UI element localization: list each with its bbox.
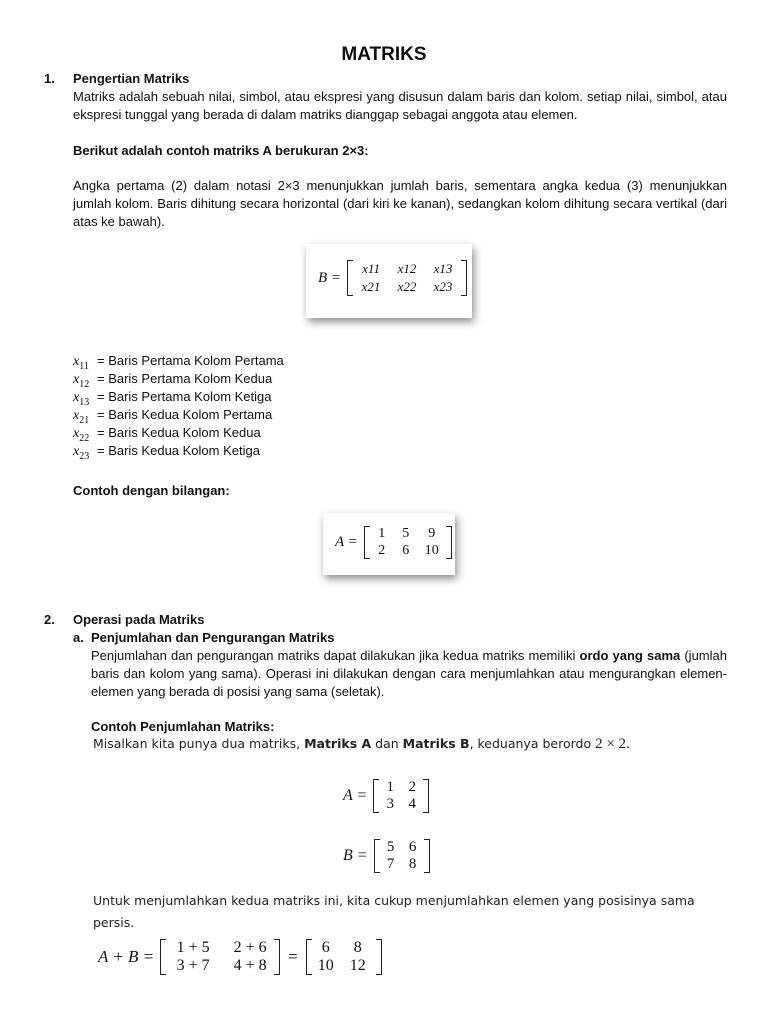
matrix-a-cell: 1 xyxy=(378,526,386,541)
definition-line: $x_{23}$ = Baris Kedua Kolom Ketiga xyxy=(73,443,260,462)
result-matrix xyxy=(306,939,382,975)
matrix-b-cell: x21 xyxy=(361,279,381,294)
section2-heading: Operasi pada Matriks xyxy=(73,612,205,627)
sum-explanation-line2: persis. xyxy=(93,915,135,930)
matrix-b2-cell: 6 xyxy=(408,839,417,855)
sum-explanation-line1: Untuk menjumlahkan kedua matriks ini, kita cukup menjumlahkan elemen yang posisinya sama xyxy=(93,893,695,908)
sum-expression-matrix xyxy=(160,939,280,975)
definition-line: $x_{22}$ = Baris Kedua Kolom Kedua xyxy=(73,425,261,444)
order-explanation: Angka pertama (2) dalam notasi 2×3 menunjukkan jumlah baris, sementara angka kedua (3) menunjukkan jumlah kolom. Baris dihitung secara horizontal (dari kiri ke kanan), sedangkan kolom dihitung secara vertikal (dari atas ke bawah). xyxy=(73,178,727,229)
matrix-a-figure xyxy=(323,513,455,575)
matrix-a2-cell: 2 xyxy=(408,779,417,795)
subsection-a-letter: a. xyxy=(73,630,84,645)
matrix-b-cell: x23 xyxy=(433,279,453,294)
page-title: MATRIKS xyxy=(341,44,427,65)
addition-paragraph: Penjumlahan dan pengurangan matriks dapat dilakukan jika kedua matriks memiliki ordo yang sama (jumlah baris dan kolom yang sama). Operasi ini dilakukan dengan cara menjumlahkan atau mengurangkan elemen-elemen yang berada di posisi yang sama (seletak). xyxy=(91,648,727,699)
matrix-a-cell: 9 xyxy=(428,526,436,541)
sum-label: A + B = xyxy=(98,947,155,966)
matrix-b2-cell: 8 xyxy=(408,856,417,872)
sum-expression-cell: 4 + 8 xyxy=(233,957,267,974)
matrix-a-2x2-figure xyxy=(343,779,429,813)
section1-heading: Pengertian Matriks xyxy=(73,71,190,86)
matrix-b-cell: x13 xyxy=(433,261,453,276)
equals-sign: = xyxy=(288,947,298,966)
subsection-a-heading: Penjumlahan dan Pengurangan Matriks xyxy=(91,630,335,645)
section2-number: 2. xyxy=(44,612,55,627)
matrix-b-label: B = xyxy=(318,269,342,286)
matrix-a-cell: 5 xyxy=(402,526,410,541)
matrix-a2 xyxy=(373,779,429,813)
matrix-b-2x2-figure xyxy=(343,839,430,873)
matrix-example-heading: Berikut adalah contoh matriks A berukuran 2×3: xyxy=(73,143,369,158)
matrix-a-cell: 6 xyxy=(402,543,410,558)
sum-equation xyxy=(98,939,382,975)
element-definitions xyxy=(73,353,284,461)
definition-line: $x_{11}$ = Baris Pertama Kolom Pertama xyxy=(73,353,284,372)
matrix-a xyxy=(364,526,452,559)
result-cell: 6 xyxy=(321,939,330,956)
result-cell: 8 xyxy=(353,939,362,956)
matrix-a2-label: A = xyxy=(343,787,368,804)
addition-example-heading: Contoh Penjumlahan Matriks: xyxy=(91,719,275,734)
matrix-a-cell: 10 xyxy=(424,543,439,558)
section1-paragraph: Matriks adalah sebuah nilai, simbol, atau ekspresi yang disusun dalam baris dan kolom. setiap nilai, simbol, atau ekspresi tunggal yang berada di dalam matriks dianggap sebagai anggota atau elemen. xyxy=(73,89,727,122)
matrix-b2-cell: 7 xyxy=(386,856,395,872)
matrix-b-cell: x11 xyxy=(362,261,380,276)
sum-expression-cell: 1 + 5 xyxy=(176,939,210,956)
definition-line: $x_{21}$ = Baris Kedua Kolom Pertama xyxy=(73,407,273,426)
matrix-b xyxy=(347,260,467,296)
section1-number: 1. xyxy=(44,71,55,86)
result-cell: 10 xyxy=(317,957,334,974)
matrix-b2-label: B = xyxy=(343,847,368,864)
definition-line: $x_{13}$ = Baris Pertama Kolom Ketiga xyxy=(73,389,272,408)
result-cell: 12 xyxy=(349,957,366,974)
matrix-b-figure xyxy=(306,244,472,318)
matrix-a2-cell: 3 xyxy=(386,796,395,812)
matrix-a2-cell: 4 xyxy=(408,796,417,812)
addition-intro: Misalkan kita punya dua matriks, Matriks A dan Matriks B, keduanya berordo 2 × 2. xyxy=(93,736,630,752)
matrix-b2 xyxy=(374,839,430,873)
definition-line: $x_{12}$ = Baris Pertama Kolom Kedua xyxy=(73,371,273,390)
matrix-b-cell: x22 xyxy=(397,279,417,294)
matrix-a-label: A = xyxy=(335,534,358,550)
sum-expression-cell: 2 + 6 xyxy=(233,939,267,956)
matrix-b-cell: x12 xyxy=(397,261,417,276)
matrix-a-cell: 2 xyxy=(378,543,386,558)
matrix-a2-cell: 1 xyxy=(386,779,395,795)
sum-expression-cell: 3 + 7 xyxy=(176,957,210,974)
number-example-heading: Contoh dengan bilangan: xyxy=(73,483,230,498)
matrix-b2-cell: 5 xyxy=(386,839,395,855)
